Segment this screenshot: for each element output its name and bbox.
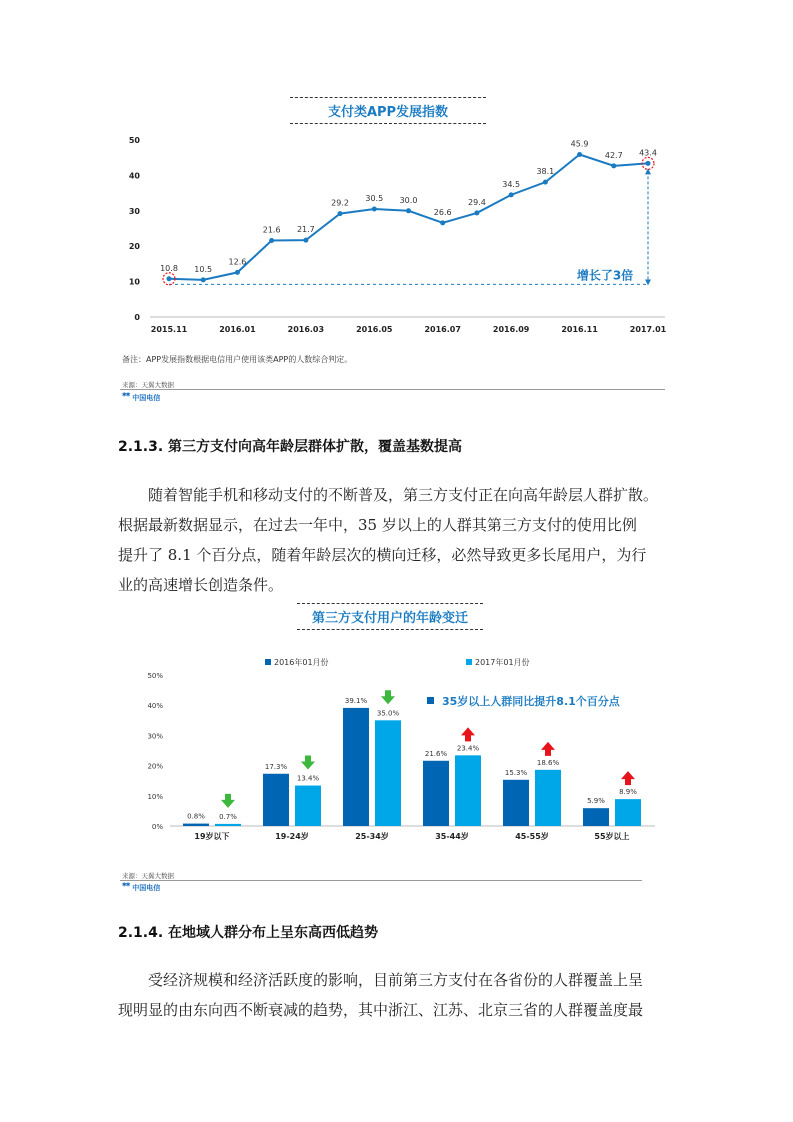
bar-chart xyxy=(0,648,793,848)
line-chart-title-wrap xyxy=(290,97,486,124)
down-arrow-icon xyxy=(301,756,315,770)
bar xyxy=(583,808,609,826)
section-title: 第三方支付向高年龄层群体扩散，覆盖基数提高 xyxy=(168,439,462,455)
up-arrow-icon xyxy=(461,727,475,741)
paragraph-line: 随着智能手机和移动支付的不断普及，第三方支付正在向高年龄层人群扩散。 xyxy=(148,486,659,504)
data-point xyxy=(474,210,479,215)
bar xyxy=(455,755,481,826)
y-tick-label: 30 xyxy=(128,206,140,216)
data-label: 21.7 xyxy=(296,225,315,235)
bar xyxy=(535,770,561,826)
x-tick-label: 2016.05 xyxy=(356,325,393,334)
line-chart-title: 支付类APP发展指数 xyxy=(290,97,486,124)
x-tick-label: 2016.09 xyxy=(492,325,530,334)
data-point xyxy=(509,192,514,197)
x-tick-label: 25-34岁 xyxy=(355,832,389,841)
bar xyxy=(263,774,289,826)
bar-chart-source: 来源：天翼大数据 xyxy=(122,872,174,880)
bar xyxy=(295,786,321,826)
data-label: 15.3% xyxy=(504,768,528,777)
data-point xyxy=(646,161,651,166)
china-telecom-logo: ᕯ 中国电信 xyxy=(122,392,161,403)
data-point xyxy=(440,220,445,225)
section-number: 2.1.4. xyxy=(118,925,164,941)
bar xyxy=(423,761,449,826)
data-label: 17.3% xyxy=(264,762,288,771)
data-label: 42.7 xyxy=(604,150,623,160)
data-label: 5.9% xyxy=(587,797,605,806)
paragraph-line: 业的高速增长创造条件。 xyxy=(118,576,284,594)
data-point xyxy=(235,270,240,275)
bar-chart-title: 第三方支付用户的年龄变迁 xyxy=(297,603,483,630)
data-point xyxy=(303,238,308,243)
data-point xyxy=(269,238,274,243)
line-chart xyxy=(0,125,793,375)
line-chart-note: 备注：APP发展指数根据电信用户使用该类APP的人数综合判定。 xyxy=(122,355,353,364)
y-tick-label: 40% xyxy=(147,702,163,711)
x-tick-label: 45-55岁 xyxy=(515,832,549,841)
data-point xyxy=(543,180,548,185)
down-arrow-icon xyxy=(221,794,235,808)
data-point xyxy=(577,152,582,157)
x-tick-label: 2016.01 xyxy=(219,325,256,334)
paragraph-line: 提升了 8.1 个百分点，随着年龄层次的横向迁移，必然导致更多长尾用户，为行 xyxy=(118,546,647,564)
data-label: 0.7% xyxy=(219,812,237,821)
down-arrow-icon xyxy=(381,690,395,704)
up-arrow-icon xyxy=(621,771,635,785)
data-label: 30.0 xyxy=(399,195,418,205)
data-point xyxy=(338,211,343,216)
data-label: 10.8 xyxy=(160,263,178,273)
legend-label: 2017年01月份 xyxy=(475,658,530,667)
data-label: 29.4 xyxy=(468,197,486,207)
data-label: 34.5 xyxy=(502,179,521,189)
data-label: 39.1% xyxy=(344,696,368,705)
data-label: 30.5 xyxy=(365,194,384,204)
section-214-heading xyxy=(118,922,378,942)
data-label: 21.6 xyxy=(262,225,281,235)
y-tick-label: 20% xyxy=(147,762,163,771)
data-label: 29.2 xyxy=(331,198,349,208)
data-label: 38.1 xyxy=(536,167,555,177)
paragraph-line: 根据最新数据显示，在过去一年中，35 岁以上的人群其第三方支付的使用比例 xyxy=(118,516,637,534)
growth-annotation: 增长了3倍 xyxy=(576,268,634,283)
data-point xyxy=(611,163,616,168)
callout-text: 35岁以上人群同比提升8.1个百分点 xyxy=(442,695,620,708)
section-title: 在地域人群分布上呈东高西低趋势 xyxy=(168,925,378,941)
up-arrow-icon xyxy=(541,742,555,756)
y-tick-label: 30% xyxy=(147,732,163,741)
line-chart-divider xyxy=(120,389,665,390)
data-label: 18.6% xyxy=(536,758,560,767)
bar-chart-divider xyxy=(120,880,642,881)
y-tick-label: 50 xyxy=(128,136,140,145)
line-chart-source: 来源：天翼大数据 xyxy=(122,381,174,389)
data-point xyxy=(406,208,411,213)
y-tick-label: 10 xyxy=(128,277,140,287)
x-tick-label: 2016.07 xyxy=(424,325,461,334)
section-214-paragraph xyxy=(118,965,678,1025)
x-tick-label: 55岁以上 xyxy=(594,832,630,841)
x-tick-label: 2015.11 xyxy=(150,325,188,334)
y-tick-label: 50% xyxy=(147,672,163,680)
paragraph-line: 现明显的由东向西不断衰减的趋势，其中浙江、江苏、北京三省的人群覆盖度最 xyxy=(118,1001,644,1019)
bar-chart-title-wrap xyxy=(297,603,483,630)
x-tick-label: 2016.03 xyxy=(287,325,325,334)
data-label: 13.4% xyxy=(296,774,320,783)
bar xyxy=(615,799,641,826)
china-telecom-icon: ᕯ xyxy=(122,882,131,893)
section-213-heading xyxy=(118,436,462,456)
data-label: 12.6 xyxy=(228,257,247,267)
x-tick-label: 2016.11 xyxy=(561,325,598,334)
legend-swatch xyxy=(265,659,271,665)
y-tick-label: 20 xyxy=(128,242,140,252)
china-telecom-logo-2: ᕯ 中国电信 xyxy=(122,882,161,893)
y-tick-label: 0 xyxy=(134,313,140,322)
data-point xyxy=(201,277,206,282)
data-point xyxy=(167,276,172,281)
data-label: 45.9 xyxy=(570,139,589,149)
data-label: 23.4% xyxy=(456,744,480,753)
x-tick-label: 35-44岁 xyxy=(435,832,469,841)
data-label: 10.5 xyxy=(194,264,213,274)
legend-label: 2016年01月份 xyxy=(274,658,329,667)
callout-bullet xyxy=(427,697,434,704)
data-point xyxy=(372,207,377,212)
data-label: 8.9% xyxy=(619,788,637,797)
china-telecom-icon: ᕯ xyxy=(122,392,131,403)
x-tick-label: 19-24岁 xyxy=(275,832,309,841)
data-label: 26.6 xyxy=(433,207,452,217)
x-tick-label: 19岁以下 xyxy=(194,832,230,841)
paragraph-line: 受经济规模和经济活跃度的影响，目前第三方支付在各省份的人群覆盖上呈 xyxy=(148,971,644,989)
data-label: 43.4 xyxy=(639,148,657,158)
section-213-paragraph xyxy=(118,480,678,600)
section-number: 2.1.3. xyxy=(118,439,164,455)
bar xyxy=(183,824,209,826)
bar xyxy=(503,780,529,826)
legend-swatch xyxy=(466,659,472,665)
x-tick-label: 2017.01 xyxy=(629,325,667,334)
bar xyxy=(215,824,241,826)
y-tick-label: 40 xyxy=(128,171,140,181)
y-tick-label: 0% xyxy=(151,823,163,831)
data-label: 35.0% xyxy=(376,709,400,718)
bar xyxy=(343,708,369,826)
y-tick-label: 10% xyxy=(147,792,163,801)
bar xyxy=(375,720,401,826)
data-label: 0.8% xyxy=(187,812,205,821)
data-label: 21.6% xyxy=(424,749,448,758)
